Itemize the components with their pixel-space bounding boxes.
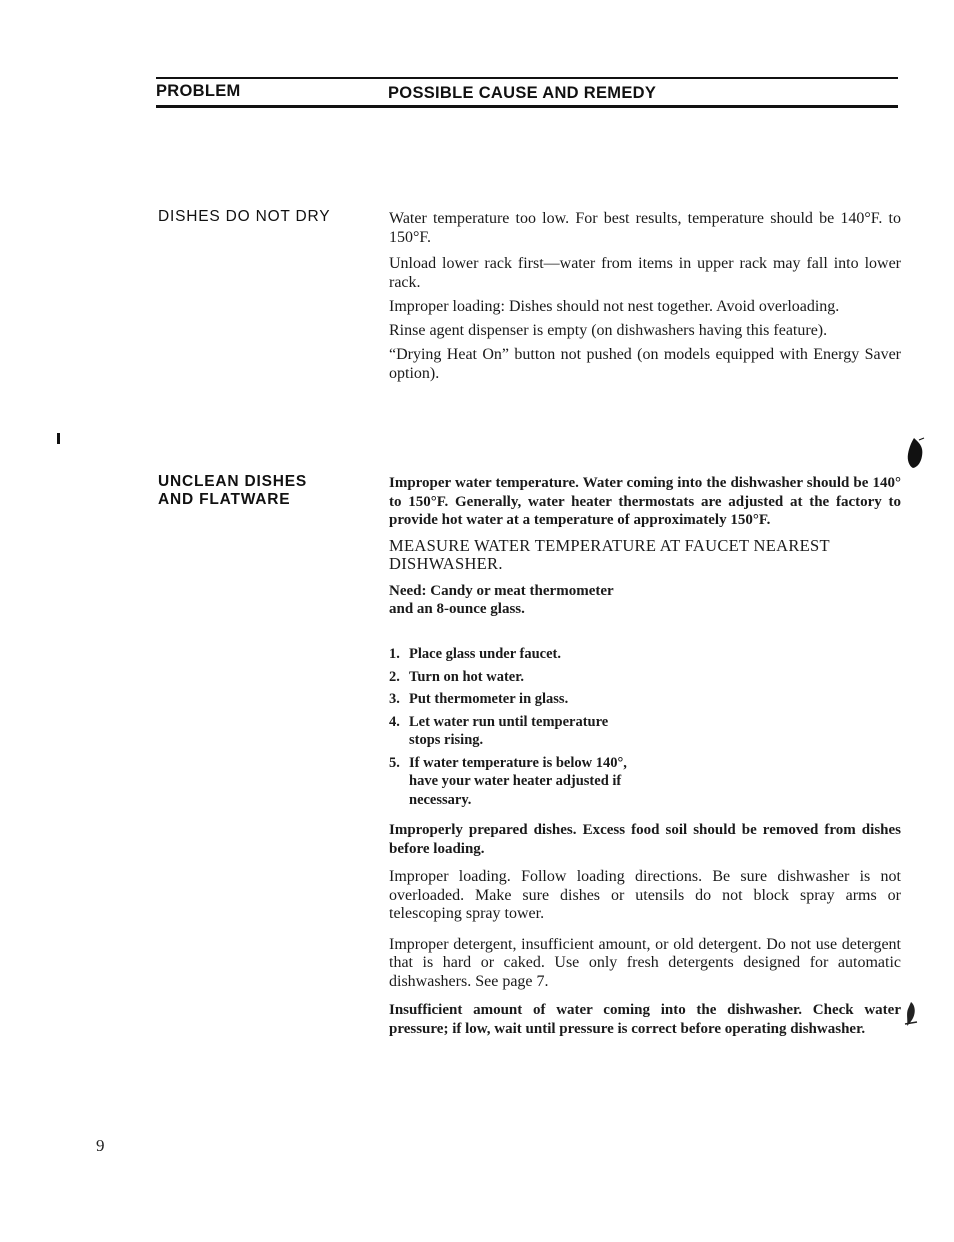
section-label-line2: AND FLATWARE — [158, 491, 291, 508]
dishes-do-not-dry-remedies — [389, 210, 901, 383]
ink-blot-mark — [902, 436, 928, 470]
list-item: 4. Let water run until temperature stops rising. — [389, 713, 609, 748]
need-label: Need: — [389, 582, 427, 599]
ink-mark-bottom — [902, 1000, 920, 1028]
list-item: 3. Put thermometer in glass. — [389, 691, 569, 707]
remedy-water-temp: Water temperature too low. For best results, temperature should be 140°F. to 150°F. — [389, 210, 901, 246]
measurement-steps-list — [389, 645, 649, 809]
need-text: Candy or meat thermometer and an 8-ounce glass. — [389, 582, 614, 617]
section-label-unclean-dishes — [158, 473, 307, 509]
remedy-drying-heat: “Drying Heat On” button not pushed (on models equipped with Energy Saver option). — [389, 346, 901, 382]
page-number: 9 — [96, 1136, 105, 1155]
list-item: 2. Turn on hot water. — [389, 668, 524, 685]
list-item: 5. If water temperature is below 140°, have your water heater adjusted if necessary. — [389, 754, 627, 808]
remedy-improper-loading-2: Improper loading. Follow loading directions. Be sure dishwasher is not overloaded. Make sure dishes or utensils do not block spray arms or telescoping spray tower. — [389, 868, 901, 922]
need-items-text — [389, 582, 629, 619]
header-bottom-rule — [156, 105, 898, 108]
section-label-dishes-do-not-dry: DISHES DO NOT DRY — [158, 208, 331, 225]
remedy-insufficient-water: Insufficient amount of water coming into the dishwasher. Check water pressure; if low, wait until pressure is correct before operating dishwasher. — [389, 1002, 901, 1037]
remedy-rinse-agent: Rinse agent dispenser is empty (on dishwashers having this feature). — [389, 321, 828, 339]
header-top-rule — [156, 77, 898, 79]
remedy-improper-detergent: Improper detergent, insufficient amount, or old detergent. Do not use detergent that is hard or caked. Use only fresh detergents designed for automatic dishwashers. See page 7. — [389, 935, 901, 990]
column-header-problem: PROBLEM — [156, 82, 241, 100]
margin-mark — [57, 433, 60, 444]
remedy-unload-lower-first: Unload lower rack first—water from items in upper rack may fall into lower rack. — [389, 255, 901, 291]
remedy-improperly-prepared: Improperly prepared dishes. Excess food soil should be removed from dishes before loading. — [389, 822, 901, 857]
list-item: 1. Place glass under faucet. — [389, 646, 561, 662]
remedy-improper-water-temp: Improper water temperature. Water coming into the dishwasher should be 140° to 150°F. Generally, water heater thermostats are adjusted at the factory to provide hot water at a temperature of approximately 150°F. — [389, 475, 901, 528]
measure-water-temp-heading: MEASURE WATER TEMPERATURE AT FAUCET NEAREST DISHWASHER. — [389, 535, 830, 573]
column-header-remedy: POSSIBLE CAUSE AND REMEDY — [388, 84, 657, 102]
remedy-improper-loading: Improper loading: Dishes should not nest together. Avoid overloading. — [389, 298, 840, 315]
unclean-remedies-block — [389, 821, 901, 1038]
section-label-line1: UNCLEAN DISHES — [158, 473, 307, 490]
unclean-intro-block — [389, 474, 901, 619]
